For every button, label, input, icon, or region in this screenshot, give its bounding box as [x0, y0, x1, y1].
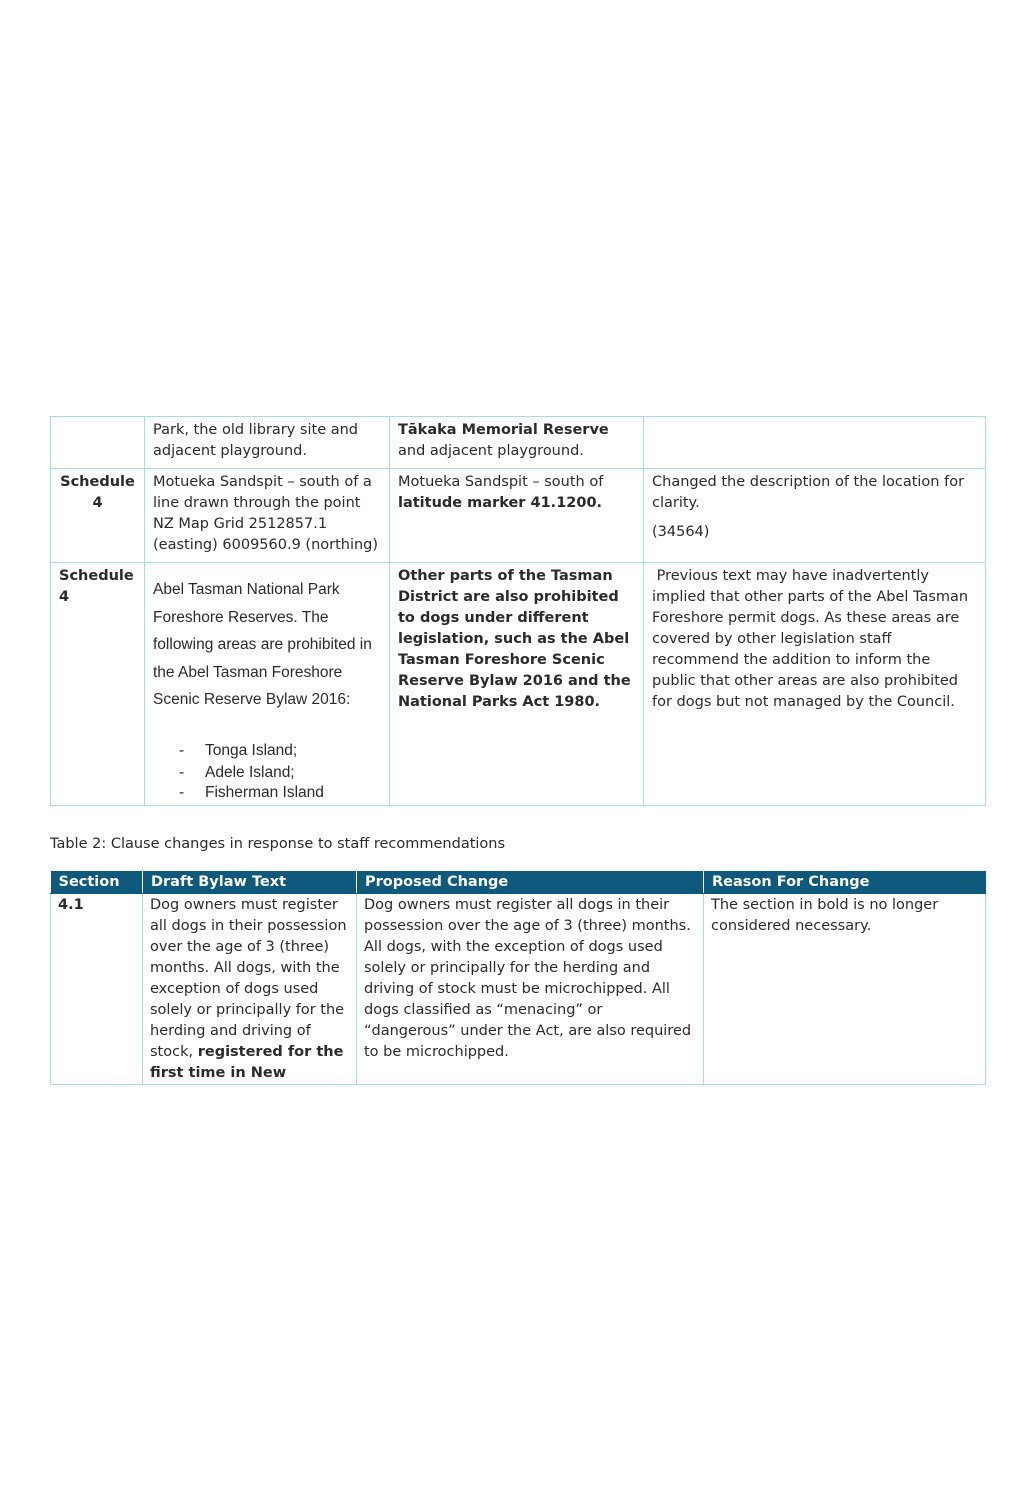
reason-reference: (34564) [652, 524, 710, 540]
table-row [51, 894, 986, 1085]
section-cell: 4.1 [51, 894, 143, 1085]
draft-bold-text: registered for the first time in New [150, 1044, 344, 1081]
list-item: - Fisherman Island [179, 783, 324, 801]
draft-text: Dog owners must register all dogs in their possession over the age of 3 (three) months. All dogs, with the exception of dogs used solely or principally for the herding and driving of stock, [150, 897, 347, 1060]
draft-text-cell [143, 894, 357, 1085]
list-item: - Adele Island; [179, 763, 295, 781]
proposed-bold-text: Tākaka Memorial Reserve [398, 422, 609, 438]
table-row [51, 563, 986, 806]
table-row [51, 469, 986, 563]
reason-cell: Previous text may have inadvertently implied that other parts of the Abel Tasman Foreshore permit dogs. As these areas are covered by other legislation staff recommend the addition to inform the public that other areas are also prohibited for dogs but not managed by the Council. [644, 563, 986, 806]
section-cell: Schedule 4 [51, 469, 145, 563]
table-caption: Table 2: Clause changes in response to staff recommendations [50, 836, 506, 852]
prohibited-islands-list [153, 740, 381, 801]
table-row [51, 417, 986, 469]
section-cell: Schedule 4 [51, 563, 145, 806]
proposed-text: Motueka Sandspit – south of [398, 474, 604, 490]
draft-text-cell: Park, the old library site and adjacent playground. [145, 417, 390, 469]
proposed-change-cell: Other parts of the Tasman District are also prohibited to dogs under different legislation, such as the Abel Tasman Foreshore Scenic Reserve Bylaw 2016 and the National Parks Act 1980. [390, 563, 644, 806]
list-item: - Tonga Island; [179, 741, 298, 759]
reason-cell: The section in bold is no longer considered necessary. [704, 894, 986, 1085]
proposed-text: and adjacent playground. [398, 443, 584, 459]
draft-text: Abel Tasman National Park Foreshore Reserves. The following areas are prohibited in the Abel Tasman Foreshore Scenic Reserve Bylaw 2016: [153, 581, 372, 708]
proposed-change-cell [390, 469, 644, 563]
draft-text-cell: Motueka Sandspit – south of a line drawn through the point NZ Map Grid 2512857.1 (easting) 6009560.9 (northing) [145, 469, 390, 563]
table-header-row [51, 871, 986, 894]
header-draft-bylaw-text: Draft Bylaw Text [143, 871, 357, 894]
proposed-bold-text: latitude marker 41.1200. [398, 495, 603, 511]
reason-cell [644, 417, 986, 469]
proposed-change-cell: Dog owners must register all dogs in their possession over the age of 3 (three) months. All dogs, with the exception of dogs used solely or principally for the herding and driving of stock must be microchipped. All dogs classified as “menacing” or “dangerous” under the Act, are also required to be microchipped. [357, 894, 704, 1085]
header-proposed-change: Proposed Change [357, 871, 704, 894]
proposed-change-cell [390, 417, 644, 469]
reason-text: Changed the description of the location for clarity. [652, 474, 965, 511]
header-section: Section [51, 871, 143, 894]
draft-text-cell [145, 563, 390, 806]
reason-cell [644, 469, 986, 563]
header-reason-for-change: Reason For Change [704, 871, 986, 894]
clause-changes-table [50, 871, 986, 1085]
schedule-changes-table [50, 416, 986, 806]
section-cell [51, 417, 145, 469]
